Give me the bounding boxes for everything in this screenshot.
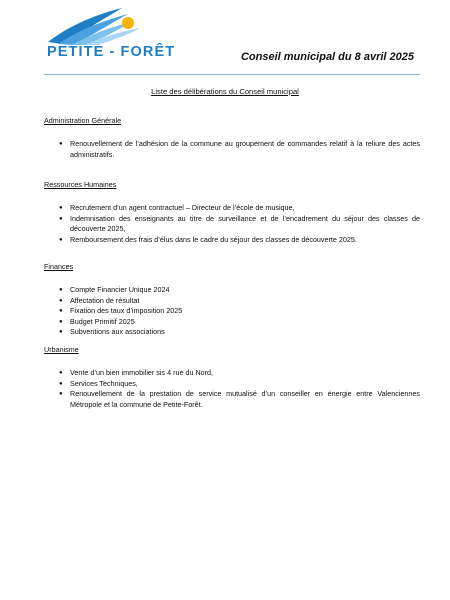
header-divider [44, 74, 420, 75]
bullet-icon: ● [59, 380, 63, 387]
section-heading: Administration Générale [44, 116, 122, 125]
list-item: ● Renouvellement de la prestation de service mutualisé d’un conseiller en énergie entre Valenciennes Métropole et la commune de Petite-Forêt. [59, 389, 420, 409]
list-item: ● Affectation de résultat [59, 295, 140, 305]
bullet-icon: ● [59, 141, 63, 147]
list-item: ● Fixation des taux d’imposition 2025 [59, 306, 183, 316]
list-item: ● Remboursement des frais d’élus dans le cadre du séjour des classes de découverte 2025. [59, 234, 357, 244]
list-item: ● Renouvellement de l’adhésion de la commune au groupement de commandes relatif à la reliure des actes administratifs. [59, 139, 420, 159]
logo-text: PETITE - FORÊT [47, 44, 176, 60]
document-title: Conseil municipal du 8 avril 2025 [240, 51, 414, 63]
list-item: ● Subventions aux associations [59, 327, 165, 337]
list-item: ● Recrutement d’un agent contractuel – Directeur de l’école de musique, [59, 203, 295, 212]
bullet-icon: ● [59, 236, 63, 243]
bullet-icon: ● [59, 391, 63, 398]
section-heading: Finances [44, 262, 74, 271]
list-item: ● Services Techniques, [59, 378, 138, 388]
bullet-icon: ● [59, 308, 63, 315]
section-heading: Urbanisme [44, 345, 79, 354]
bullet-icon: ● [59, 205, 63, 211]
section-finances [44, 262, 420, 338]
town-logo [44, 6, 176, 64]
list-item: ● Indemnisation des enseignants au titre de surveillance et de l’encadrement du séjour des classes de découverte 2025, [59, 213, 420, 234]
bullet-icon: ● [59, 329, 63, 336]
list-item: ● Compte Financier Unique 2024 [59, 285, 170, 294]
bullet-icon: ● [59, 287, 63, 293]
list-item: ● Vente d’un bien immobilier sis 4 rue du Nord, [59, 368, 214, 377]
section-urbanisme [44, 345, 420, 410]
section-administration [44, 116, 420, 160]
bullet-icon: ● [59, 297, 63, 304]
bullet-icon: ● [59, 215, 63, 222]
bullet-icon: ● [59, 318, 63, 325]
bullet-icon: ● [59, 370, 63, 376]
list-title: Liste des délibérations du Conseil municipal [151, 87, 299, 96]
logo-graphic [44, 6, 164, 46]
list-item: ● Budget Primitif 2025 [59, 316, 135, 326]
section-ressources-humaines [44, 180, 420, 245]
section-heading: Ressources Humaines [44, 180, 117, 189]
